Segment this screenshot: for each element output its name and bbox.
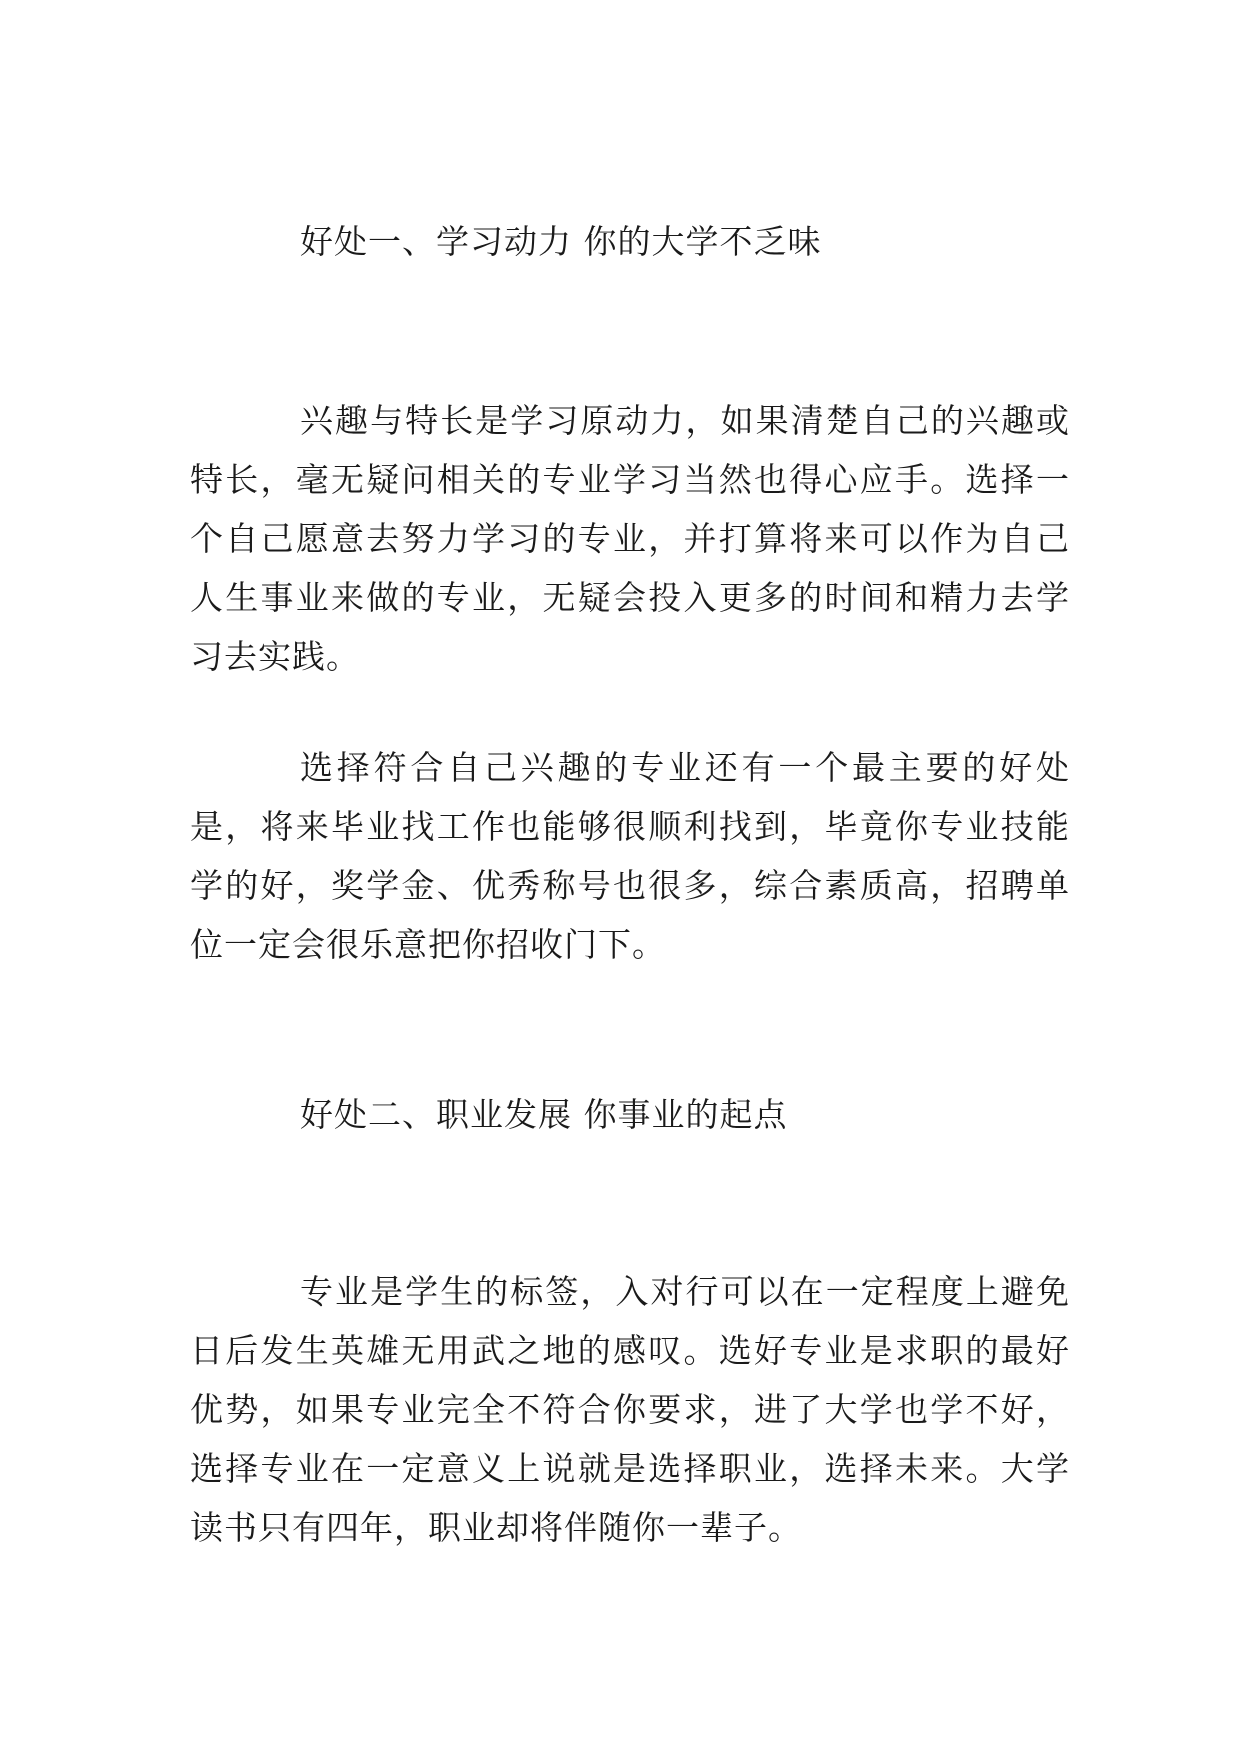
paragraph-1: 兴趣与特长是学习原动力，如果清楚自己的兴趣或特长，毫无疑问相关的专业学习当然也得心应手。选择一个自己愿意去努力学习的专业，并打算将来可以作为自己人生事业来做的专业，无疑会投入更多的时间和精力去学习去实践。	[190, 401, 1070, 676]
paragraph-2: 选择符合自己兴趣的专业还有一个最主要的好处是，将来毕业找工作也能够很顺利找到，毕竟你专业技能学的好，奖学金、优秀称号也很多，综合素质高，招聘单位一定会很乐意把你招收门下。	[190, 748, 1070, 964]
paragraph-3: 专业是学生的标签，入对行可以在一定程度上避免日后发生英雄无用武之地的感叹。选好专业是求职的最好优势，如果专业完全不符合你要求，进了大学也学不好，选择专业在一定意义上说就是选择职业，选择未来。大学读书只有四年，职业却将伴随你一辈子。	[190, 1272, 1070, 1547]
section-heading-2: 好处二、职业发展 你事业的起点	[300, 1095, 788, 1134]
section-heading-1: 好处一、学习动力 你的大学不乏味	[300, 222, 822, 261]
